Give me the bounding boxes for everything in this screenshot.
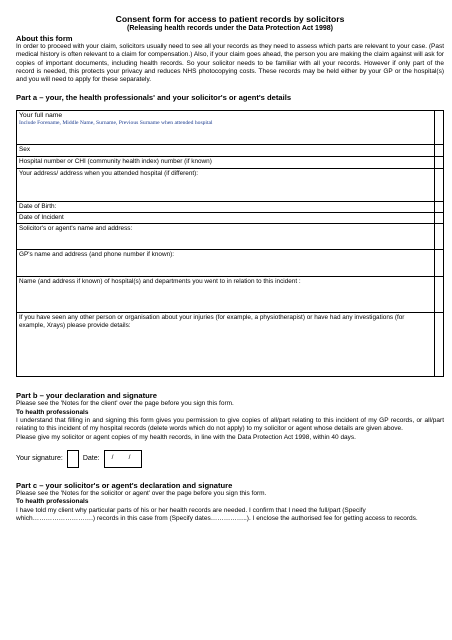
address-field[interactable]: [17, 169, 435, 202]
part-b-text1: I understand that filling in and signing this form gives you permission to give copies of all/part relating to this incident of my GP records, or all/part relating to this incident of my hospital records (delete words which do not apply) to my solicitor or agent whose details are given above.: [16, 417, 444, 433]
date-label: Date:: [82, 455, 100, 463]
other-details-field[interactable]: [17, 313, 435, 377]
dob-label: Date of Birth:: [19, 203, 57, 211]
date-sep-2: /: [128, 453, 131, 461]
about-text: In order to proceed with your claim, solicitors usually need to see all your records as they need to assess which parts are relevant to your case. (Past medical history is often relevant to a claim for compensation.) Also, if your claim goes ahead, the person you are making the claim against will ask for copies of important documents, including health records. So your solicitor needs to be familiar with all your records. However if only part of the record is needed, this protects your privacy and reduces NHS photocopying costs. These records may be held either by your GP or the hospital(s) and you will need to apply for these separately.: [16, 43, 444, 84]
part-a-heading: Part a – your, the health professionals' and your solicitor's or agent's details: [16, 93, 292, 103]
part-c-heading: Part c – your solicitor's or agent's declaration and signature: [16, 480, 233, 490]
hospitals-field[interactable]: [17, 277, 435, 313]
part-c-text: I have told my client why particular parts of his or her health records are needed. I confirm that I need the full/part (Specify which……………………….) records in this case from (Specify dates……………..). I enclose the authorised fee for getting access to records.: [16, 506, 418, 522]
consent-form-page: [16, 14, 444, 523]
part-c-note: Please see the 'Notes for the solicitor or agent' over the page before you sign this form.: [16, 489, 267, 497]
sex-field[interactable]: [17, 145, 435, 157]
part-b-text2: Please give my solicitor or agent copies of my health records, in line with the Data Protection Act 1998, within 40 days.: [16, 433, 356, 441]
hospital-number-label: Hospital number or CHI (community health index) number (if known): [19, 158, 212, 166]
gp-label: GP's name and address (and phone number if known):: [19, 251, 175, 259]
part-c-to: To health professionals: [16, 498, 89, 506]
details-table: [16, 110, 444, 377]
date-box[interactable]: [104, 450, 142, 468]
full-name-field[interactable]: [17, 111, 435, 145]
form-title: Consent form for access to patient records by solicitors: [115, 14, 345, 24]
form-subtitle: (Releasing health records under the Data Protection Act 1998): [127, 25, 333, 32]
signature-row: [16, 450, 444, 468]
sex-label: Sex: [19, 146, 31, 154]
gp-field[interactable]: [17, 250, 435, 277]
full-name-hint: Include Forename, Middle Name, Surname, Previous Surname when attended hospital: [19, 120, 213, 127]
hospital-number-field[interactable]: [17, 157, 435, 169]
incident-date-label: Date of Incident: [19, 214, 64, 222]
signature-label: Your signature:: [16, 455, 63, 463]
solicitor-field[interactable]: [17, 224, 435, 250]
solicitor-label: Solicitor's or agent's name and address:: [19, 225, 133, 233]
about-heading: About this form: [16, 34, 73, 43]
signature-box[interactable]: [67, 450, 79, 468]
other-details-label: If you have seen any other person or organisation about your injuries (for example, a physiotherapist) or have had any investigations (for example, Xrays) please provide details:: [19, 314, 405, 330]
part-b-note: Please see the 'Notes for the client' over the page before you sign this form.: [16, 400, 234, 408]
incident-date-field[interactable]: [17, 213, 435, 224]
part-b-heading: Part b – your declaration and signature: [16, 391, 157, 401]
dob-field[interactable]: [17, 202, 435, 213]
full-name-label: Your full name: [19, 112, 63, 120]
date-sep-1: /: [111, 453, 114, 461]
address-label: Your address/ address when you attended hospital (if different):: [19, 170, 199, 178]
part-b-to: To health professionals: [16, 408, 89, 416]
hospitals-label: Name (and address if known) of hospital(s) and departments you went to in relation to this incident :: [19, 278, 301, 286]
